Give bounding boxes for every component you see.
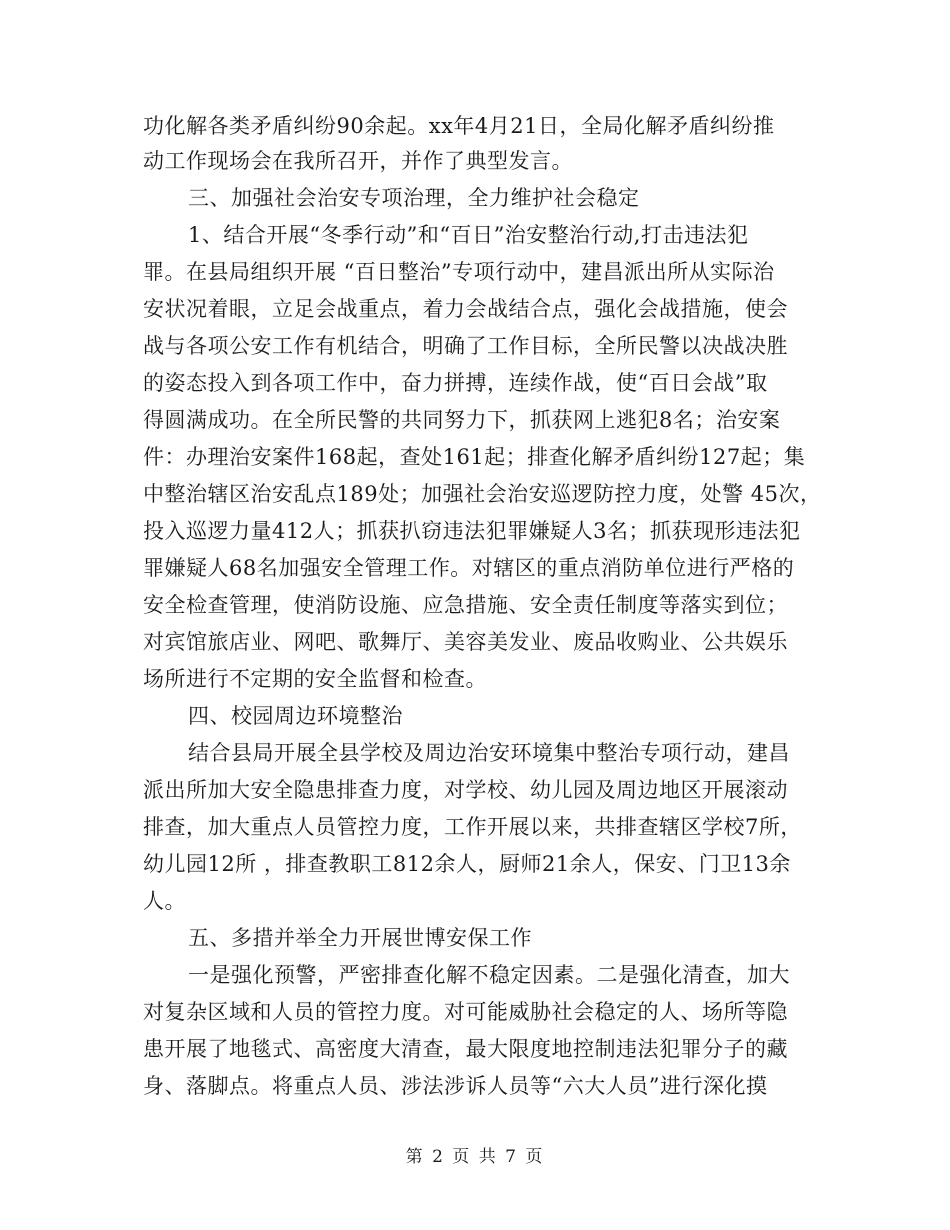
- body-text-line: 安全检查管理，使消防设施、应急措施、安全责任制度等落实到位；: [143, 593, 788, 617]
- body-text-line: 1、结合开展“冬季行动”和“百日”治安整治行动,打击违法犯: [188, 223, 749, 247]
- body-text-line: 的姿态投入到各项工作中，奋力拼搏，连续作战，使“百日会战”取: [143, 371, 768, 395]
- body-text-line: 中整治辖区治安乱点189处；加强社会治安巡逻防控力度，处警 45次，: [143, 482, 822, 506]
- section-heading: 四、校园周边环境整治: [188, 704, 403, 728]
- section-heading: 三、加强社会治安专项治理，全力维护社会稳定: [188, 186, 640, 210]
- body-text-line: 场所进行不定期的安全监督和检查。: [143, 667, 487, 691]
- body-text-line: 身、落脚点。将重点人员、涉法涉诉人员等“六大人员”进行深化摸: [143, 1074, 768, 1098]
- body-text-line: 人。: [143, 889, 186, 913]
- body-text-line: 件：办理治安案件168起，查处161起；排查化解矛盾纠纷127起；集: [143, 445, 806, 469]
- body-text-line: 一是强化预警，严密排查化解不稳定因素。二是强化清查，加大: [188, 963, 790, 987]
- body-text-line: 投入巡逻力量412人；抓获扒窃违法犯罪嫌疑人3名；抓获现形违法犯: [143, 519, 801, 543]
- body-text-line: 排查，加大重点人员管控力度，工作开展以来，共排查辖区学校7所，: [143, 815, 802, 839]
- body-text-line: 罪。在县局组织开展 “百日整治”专项行动中，建昌派出所从实际治: [143, 260, 775, 284]
- body-text-line: 安状况着眼，立足会战重点，着力会战结合点，强化会战措施，使会: [143, 297, 788, 321]
- body-text-line: 得圆满成功。在全所民警的共同努力下，抓获网上逃犯8名；治安案: [143, 408, 781, 432]
- page-number-footer: 第 2 页 共 7 页: [405, 1147, 545, 1167]
- body-text-line: 对宾馆旅店业、网吧、歌舞厅、美容美发业、废品收购业、公共娱乐: [143, 630, 788, 654]
- body-text-line: 患开展了地毯式、高密度大清查，最大限度地控制违法犯罪分子的藏: [143, 1037, 788, 1061]
- body-text-line: 功化解各类矛盾纠纷90余起。xx年4月21日，全局化解矛盾纠纷推: [143, 114, 775, 138]
- body-text-line: 幼儿园12所 ，排查教职工812余人，厨师21余人，保安、门卫13余: [143, 852, 791, 876]
- body-text-line: 对复杂区域和人员的管控力度。对可能威胁社会稳定的人、场所等隐: [143, 1000, 788, 1024]
- section-heading: 五、多措并举全力开展世博安保工作: [188, 926, 532, 950]
- body-text-line: 派出所加大安全隐患排查力度，对学校、幼儿园及周边地区开展滚动: [143, 778, 788, 802]
- body-text-line: 结合县局开展全县学校及周边治安环境集中整治专项行动，建昌: [188, 741, 790, 765]
- body-text-line: 动工作现场会在我所召开，并作了典型发言。: [143, 149, 573, 173]
- body-text-line: 战与各项公安工作有机结合，明确了工作目标，全所民警以决战决胜: [143, 334, 788, 358]
- body-text-line: 罪嫌疑人68名加强安全管理工作。对辖区的重点消防单位进行严格的: [143, 556, 795, 580]
